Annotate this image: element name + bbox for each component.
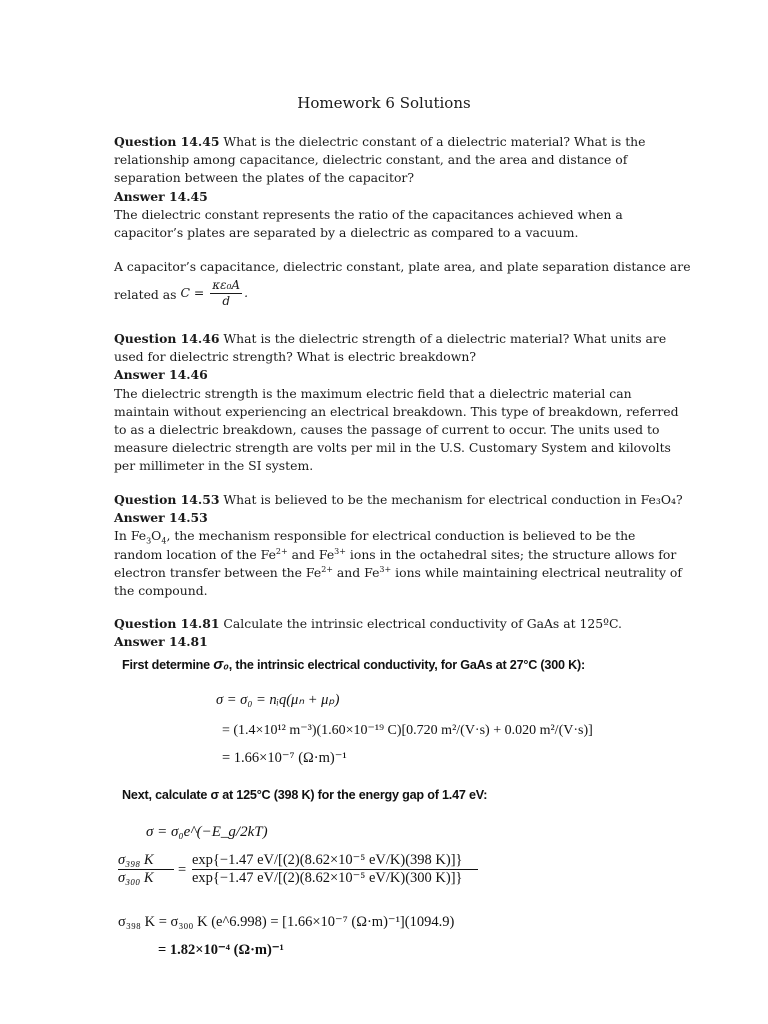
question-14-46	[114, 330, 679, 476]
equals-sign: =	[178, 862, 187, 878]
text-run: and Fe	[287, 546, 335, 562]
answer-text: measure dielectric strength are volts per mil in the U.S. Customary System and kilovolts	[114, 440, 671, 456]
question-label: Question 14.53	[114, 492, 220, 507]
text-run: In Fe	[114, 528, 147, 544]
formula-fraction	[210, 278, 242, 309]
answer-text: capacitor’s plates are separated by a dielectric as compared to a vacuum.	[114, 225, 579, 241]
answer-text	[114, 564, 682, 582]
answer-label: Answer 14.45	[114, 188, 208, 204]
text-run: electron transfer between the Fe	[114, 564, 322, 580]
answer-text: The dielectric constant represents the ratio of the capacitances achieved when a	[114, 206, 623, 222]
text-run: O	[151, 528, 162, 544]
answer-text	[114, 527, 674, 545]
solution-header-2: Next, calculate σ at 125°C (398 K) for the energy gap of 1.47 eV:	[122, 788, 488, 802]
text-run: random location of the Fe	[114, 546, 276, 562]
text-run: , the mechanism responsible for electrical conduction is believed to be the	[166, 528, 636, 544]
header-text: First determine	[122, 658, 210, 672]
solution-figure	[118, 652, 678, 962]
answer-label: Answer 14.53	[114, 510, 208, 526]
header-text: , the intrinsic electrical conductivity, for GaAs at 27°C (300 K):	[228, 658, 586, 672]
question-label: Question 14.46	[114, 331, 220, 346]
solution-header-1	[122, 656, 585, 673]
equation-arrhenius: σ = σ₀e^(−E_g/2kT)	[146, 824, 268, 840]
question-label: Question 14.81	[114, 616, 220, 631]
ratio-exp-numerator: exp{−1.47 eV/[(2)(8.62×10⁻⁵ eV/K)(398 K)]}	[192, 852, 463, 868]
page-title: Homework 6 Solutions	[297, 94, 471, 112]
equation-final-result: = 1.82×10⁻⁴ (Ω·m)⁻¹	[158, 942, 284, 958]
superscript: 2+	[321, 564, 333, 574]
subscript: 3	[146, 536, 152, 546]
answer-label: Answer 14.46	[114, 367, 208, 383]
answer-text: The dielectric strength is the maximum electric field that a dielectric material can	[114, 385, 632, 401]
equation-sigma-def: σ = σ₀ = nᵢq(μₙ + μₚ)	[216, 692, 340, 708]
formula-denominator: d	[222, 294, 230, 309]
question-text: Calculate the intrinsic electrical conductivity of GaAs at 125ºC.	[219, 616, 622, 631]
equation-sigma-398: σ₃₉₈ K = σ₃₀₀ K (e^6.998) = [1.66×10⁻⁷ (Ω·m)⁻¹](1094.9)	[118, 914, 455, 930]
superscript: 2+	[275, 546, 288, 556]
answer-text: to as a dielectric breakdown, causes the passage of current to occur. The units used to	[114, 422, 660, 438]
equation-result-300k: = 1.66×10⁻⁷ (Ω·m)⁻¹	[222, 750, 347, 766]
answer-text: the compound.	[114, 583, 208, 599]
sigma-symbol: σ₀	[213, 656, 229, 673]
text-run: ions in the octahedral sites; the structure allows for	[345, 546, 677, 562]
question-text: What is believed to be the mechanism for electrical conduction in Fe₃O₄?	[219, 492, 683, 507]
formula-numerator: κε₀A	[212, 278, 241, 293]
question-text: used for dielectric strength? What is electric breakdown?	[114, 349, 476, 365]
question-text: What is the dielectric strength of a dielectric material? What units are	[219, 331, 667, 346]
superscript: 3+	[379, 564, 392, 574]
answer-text	[114, 546, 677, 564]
capacitance-formula	[181, 278, 249, 309]
text-run: ions while maintaining electrical neutrality of	[391, 564, 682, 580]
answer-text: A capacitor’s capacitance, dielectric constant, plate area, and plate separation distance are	[114, 259, 691, 274]
ratio-right-fraction	[192, 852, 478, 887]
subscript: 4	[161, 536, 167, 546]
superscript: 3+	[334, 546, 346, 556]
question-text: What is the dielectric constant of a dielectric material? What is the	[219, 134, 646, 149]
formula-period: .	[244, 285, 249, 301]
question-text: relationship among capacitance, dielectric constant, and the area and distance of	[114, 152, 628, 168]
ratio-denominator: σ₃₀₀ K	[118, 870, 154, 886]
ratio-numerator: σ₃₉₈ K	[118, 852, 154, 868]
text-run: and Fe	[332, 564, 380, 580]
answer-text: maintain without experiencing an electrical breakdown. This type of breakdown, referred	[114, 403, 679, 419]
question-label: Question 14.45	[114, 134, 220, 149]
answer-label: Answer 14.81	[114, 634, 208, 650]
question-14-53	[114, 491, 683, 600]
answer-text: per millimeter in the SI system.	[114, 458, 314, 474]
equation-substitution: = (1.4×10¹² m⁻³)(1.60×10⁻¹⁹ C)[0.720 m²/(V·s) + 0.020 m²/(V·s)]	[222, 723, 593, 738]
answer-text: related as	[114, 287, 177, 303]
question-14-45	[114, 133, 674, 242]
question-text: separation between the plates of the capacitor?	[114, 170, 414, 186]
ratio-exp-denominator: exp{−1.47 eV/[(2)(8.62×10⁻⁵ eV/K)(300 K)]}	[192, 870, 463, 886]
ratio-left-fraction	[118, 852, 174, 887]
answer-14-45-formula-paragraph	[114, 258, 691, 311]
question-14-81	[114, 615, 674, 651]
formula-lhs: C =	[180, 285, 205, 301]
